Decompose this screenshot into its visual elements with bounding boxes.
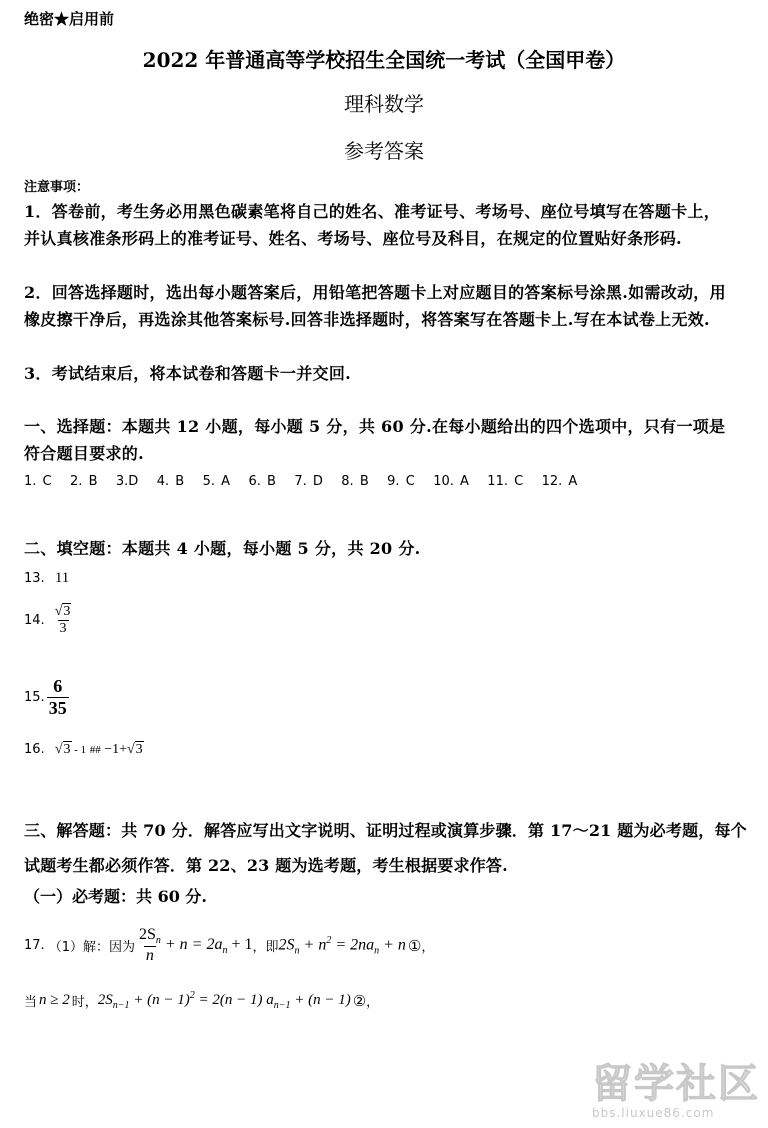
answer-10: 10. A [433, 474, 469, 489]
q16 [24, 742, 144, 758]
q17-fraction: $\frac{2S_n}{n}$ [138, 926, 161, 965]
answer-4: 4. B [156, 474, 185, 489]
q17-line2: 当 n ≥ 2 时， $2S_{n-1} + (n - 1)^2 = 2(n - 1) a_{n-1} + (n - 1)$ ② ， [24, 990, 380, 1011]
mcq-answers [24, 474, 577, 489]
answer-subtitle: 参考答案 [344, 139, 424, 163]
q14 [24, 604, 75, 637]
q14-numerator: 3 [63, 604, 71, 619]
q15-numerator: 6 [53, 676, 63, 696]
section3-subheading: （一）必考题：共 60 分. [24, 887, 207, 906]
q16-label: 16. [24, 742, 45, 757]
answer-3: 3.D [115, 474, 139, 489]
q14-denominator: 3 [59, 621, 67, 636]
note-item-2: 2．回答选择题时，选出每小题答案后，用铅笔把答题卡上对应题目的答案标号涂黑.如需改动，用橡皮擦干净后，再选涂其他答案标号.回答非选择题时，将答案写在答题卡上.写在本试卷上无效. [24, 283, 726, 329]
q13-label: 13. [24, 571, 45, 586]
q15-denominator: 35 [48, 698, 67, 718]
answer-11: 11. C [487, 474, 524, 489]
q15 [24, 676, 71, 719]
answer-8: 8. B [341, 474, 369, 489]
secret-label: 绝密★启用前 [24, 10, 115, 28]
note-item-3: 3．考试结束后，将本试卷和答题卡一并交回. [24, 364, 352, 383]
section1-heading: 一、选择题：本题共 12 小题，每小题 5 分，共 60 分.在每小题给出的四个选项中，只有一项是符合题目要求的. [24, 417, 726, 463]
q14-label: 14. [24, 613, 45, 628]
answer-5: 5. A [202, 474, 231, 489]
q13 [24, 570, 69, 587]
watermark-url: bbs.liuxue86.com [592, 1106, 715, 1120]
section2-heading: 二、填空题：本题共 4 小题，每小题 5 分，共 20 分. [24, 539, 421, 558]
q16-answer: √3 - 1 ## −1+√3 [54, 742, 143, 757]
section3-heading: 三、解答题：共 70 分．解答应写出文字说明、证明过程或演算步骤．第 17～21 题为必考题，每个试题考生都必须作答．第 22、23 题为选考题，考生根据要求作答. [24, 821, 747, 875]
q13-answer: 11 [54, 570, 70, 586]
exam-title: 2022 年普通高等学校招生全国统一考试（全国甲卷） [142, 48, 626, 72]
answer-9: 9. C [387, 474, 415, 489]
q15-fraction [47, 676, 69, 719]
answer-1: 1. C [24, 474, 52, 489]
watermark-text: 留学社区 [592, 1061, 760, 1107]
notes-heading: 注意事项： [24, 180, 90, 195]
answer-12: 12. A [541, 474, 578, 489]
answer-6: 6. B [248, 474, 276, 489]
q17-line1: 17. （1）解：因为 $\frac{2S_n}{n}$ + $n = 2a_n + 1$ ，即 $2S_n + n^2 = 2na_n + n$ ① ， [24, 926, 435, 965]
watermark-logo [592, 1062, 760, 1122]
q17-label: 17. [24, 938, 45, 954]
note-item-1: 1．答卷前，考生务必用黑色碳素笔将自己的姓名、准考证号、考场号、座位号填写在答题卡上，并认真核准条形码上的准考证号、姓名、考场号、座位号及科目，在规定的位置贴好条形码. [24, 202, 721, 248]
answer-7: 7. D [294, 474, 323, 489]
subject-title: 理科数学 [344, 92, 424, 116]
q14-fraction: $\frac{√3}{3}$ [54, 604, 71, 636]
answer-2: 2. B [70, 474, 98, 489]
q15-label: 15. [24, 690, 45, 705]
q17-part1: （1）解：因为 [48, 940, 135, 956]
